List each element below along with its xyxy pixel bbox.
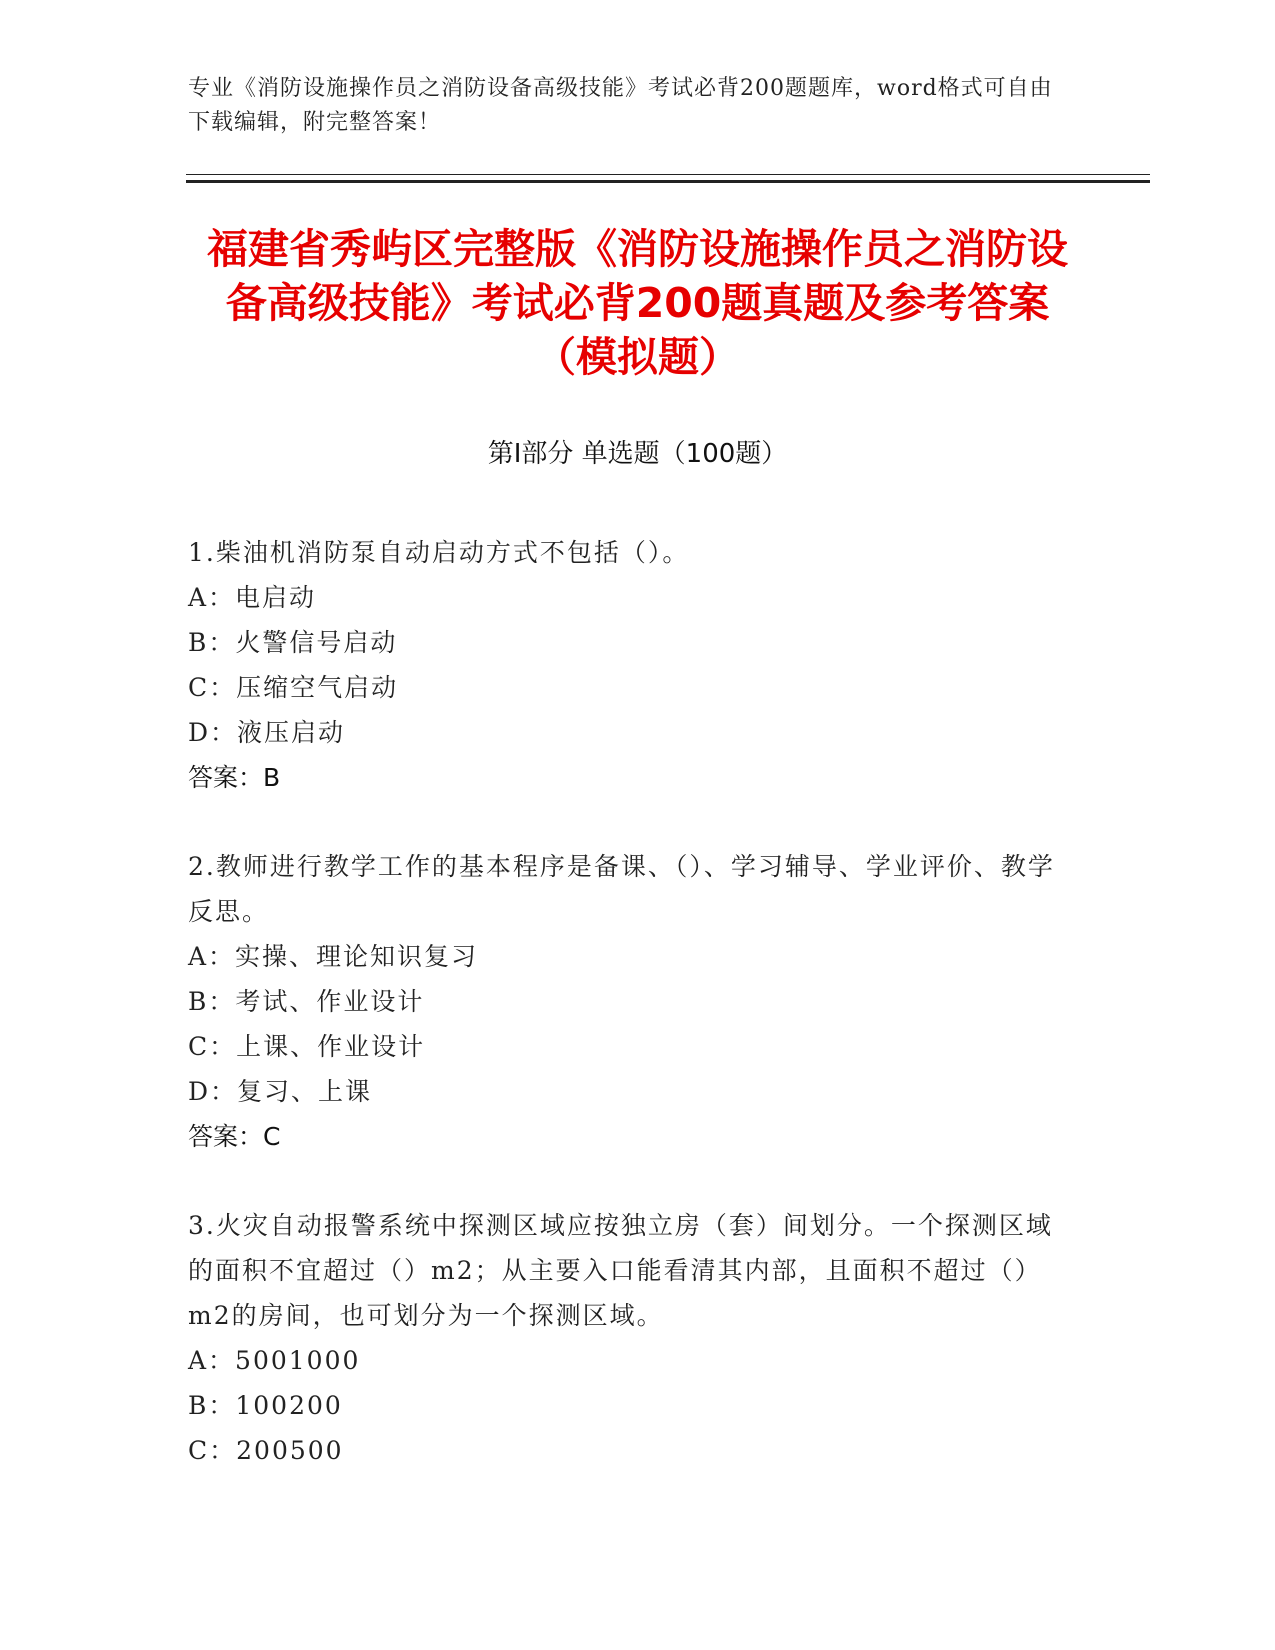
question-stem: 2.教师进行教学工作的基本程序是备课、（）、学习辅导、学业评价、教学反思。	[188, 852, 1055, 926]
answer-line: 答案：B	[188, 763, 281, 792]
option-b: B：100200	[188, 1391, 343, 1420]
question-3	[188, 1203, 1068, 1473]
header-divider-thick	[186, 180, 1150, 183]
question-stem: 1.柴油机消防泵自动启动方式不包括（）。	[188, 538, 690, 567]
option-a: A：实操、理论知识复习	[188, 942, 479, 971]
header-divider-thin	[186, 174, 1150, 175]
option-b: B：考试、作业设计	[188, 987, 425, 1016]
question-list	[188, 530, 1068, 1517]
answer-line: 答案：C	[188, 1122, 281, 1151]
section-title: 第I部分 单选题（100题）	[487, 439, 788, 469]
question-1	[188, 530, 1068, 800]
option-a: A：电启动	[188, 583, 317, 612]
option-d: D：复习、上课	[188, 1077, 373, 1106]
document-title: 福建省秀屿区完整版《消防设施操作员之消防设备高级技能》考试必背200题真题及参考答案（模拟题）	[207, 225, 1068, 381]
option-c: C：200500	[188, 1436, 344, 1465]
option-c: C：压缩空气启动	[188, 673, 399, 702]
option-a: A：5001000	[188, 1346, 361, 1375]
option-d: D：液压启动	[188, 718, 346, 747]
header-note: 专业《消防设施操作员之消防设备高级技能》考试必背200题题库，word格式可自由下载编辑，附完整答案！	[188, 76, 1053, 135]
question-stem: 3.火灾自动报警系统中探测区域应按独立房（套）间划分。一个探测区域的面积不宜超过（）m2；从主要入口能看清其内部，且面积不超过（）m2的房间，也可划分为一个探测区域。	[188, 1211, 1053, 1330]
option-b: B：火警信号启动	[188, 628, 398, 657]
question-2	[188, 844, 1068, 1159]
option-c: C：上课、作业设计	[188, 1032, 426, 1061]
